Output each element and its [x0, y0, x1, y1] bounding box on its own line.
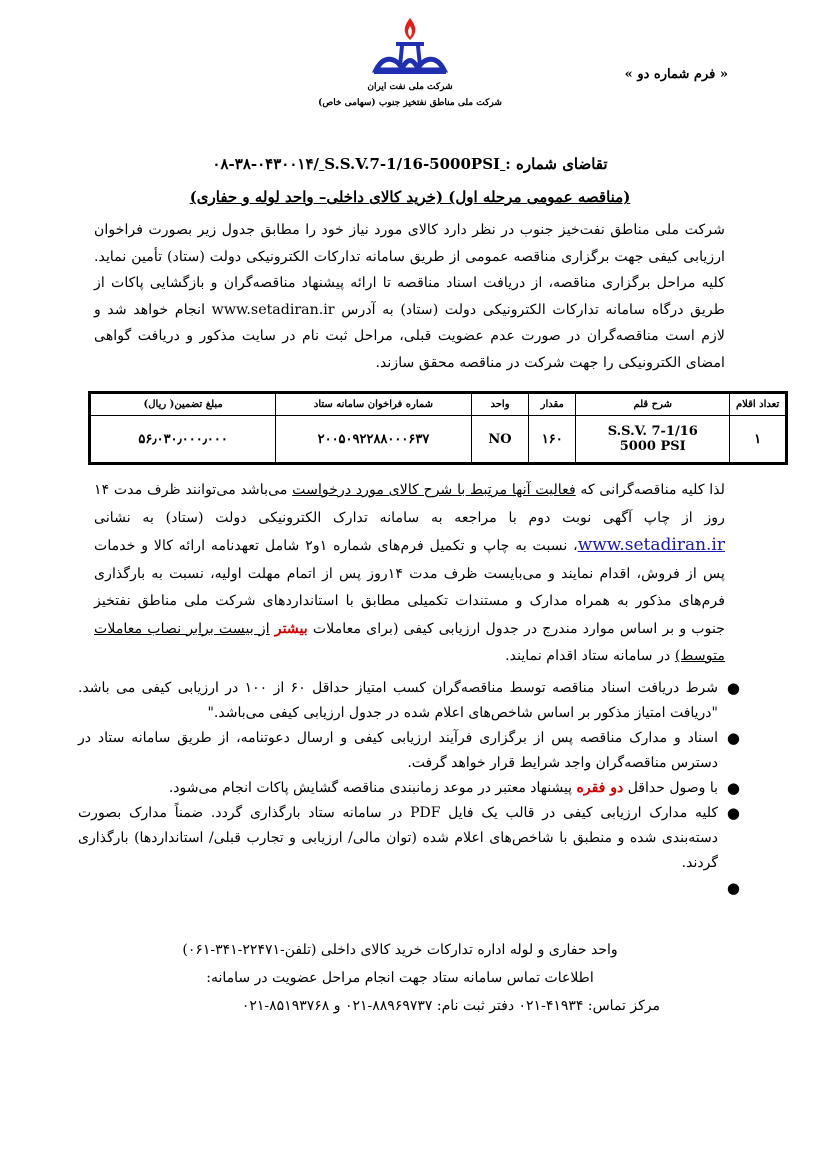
body-underlined-2: از بیست برابر نصاب معاملات متوسط)	[94, 620, 725, 664]
header-unit: واحد	[471, 393, 529, 416]
bullet-icon: ●	[726, 804, 740, 822]
company-name-nioc: شرکت ملی نفت ایران	[367, 82, 453, 92]
footer-setad-info: اطلاعات تماس سامانه ستاد جهت انجام مراحل عضویت در سامانه:	[206, 970, 594, 986]
table-header-row	[90, 393, 787, 416]
form-number: « فرم شماره دو »	[624, 67, 728, 82]
company-name-nisoc: شرکت ملی مناطق نفتخیز جنوب (سهامی خاص)	[318, 98, 502, 108]
list-item	[78, 726, 740, 776]
bullet-text-3b: پیشنهاد معتبر در موعد زمانبندی مناقصه گشایش پاکات انجام می‌شود.	[168, 780, 573, 796]
cell-unit: NO	[471, 416, 529, 464]
intro-url: www.setadiran.ir	[211, 301, 335, 318]
header-guarantee: مبلغ تضمین( ریال)	[90, 393, 276, 416]
bullet-icon: ●	[726, 779, 740, 797]
header-description: شرح قلم	[576, 393, 730, 416]
footer-phone-numbers: مرکز تماس: ۴۱۹۳۴-۰۲۱ دفتر ثبت نام: ۸۸۹۶۹۷۳۷-۰۲۱ و ۸۵۱۹۳۷۶۸-۰۲۱	[241, 998, 660, 1014]
tender-title	[200, 155, 620, 173]
table-row	[90, 416, 787, 464]
contact-footer	[140, 936, 660, 1020]
list-item	[78, 776, 740, 801]
tender-label: تقاضای شماره :	[505, 155, 608, 173]
bullet-text-3a: با وصول حداقل	[627, 780, 718, 796]
cell-call-number: ۲۰۰۵۰۹۲۲۸۸۰۰۰۶۳۷	[276, 416, 471, 464]
bullet-text-2: اسناد و مدارک مناقصه پس از برگزاری فرآیند ارزیابی کیفی و ارسال دعوتنامه، از طریق سامانه ستاد در دسترس مناقصه‌گران واجد شرایط قرار خواهد گرفت.	[78, 730, 718, 771]
header-count: تعداد اقلام	[730, 393, 787, 416]
body-red-emphasis: بیشتر	[274, 620, 308, 637]
body-text-2: می‌باشد می‌توانند ظرف مدت ۱۴ روز از چاپ آگهی نوبت دوم با مراجعه به سامانه تدارک الکترونیکی دولت (ستاد) به نشانی	[94, 482, 725, 526]
nioc-logo	[370, 14, 450, 78]
body-text-3: ، نسبت به چاپ و تکمیل فرم‌های شماره ۱و۲ شامل تعهدنامه ارائه کالا و خدمات پس از فروش، اقدام نمایند و می‌بایست ظرف مدت ۱۴روز پس از اتمام مهلت اولیه، نسبت به بارگذاری فرم‌های مذکور به همراه مدارک و مستندات تکمیلی مطابق با استانداردهای شرکت ملی مناطق نفتخیز جنوب و بر اساس موارد مندرج در جدول ارزیابی کیفی (برای معاملات	[94, 538, 726, 637]
cell-guarantee: ۵۶٫۰۳۰٫۰۰۰٫۰۰۰	[90, 416, 276, 464]
bullet-icon: ●	[726, 729, 740, 747]
tender-subtitle: (مناقصه عمومی مرحله اول) (خرید کالای داخلی– واحد لوله و حفاری)	[189, 188, 631, 206]
cell-description	[576, 416, 730, 464]
list-item	[78, 876, 740, 901]
cell-description-line-2: 5000 PSI	[619, 439, 686, 454]
items-table	[88, 391, 788, 465]
tender-number: ۰۸-۳۸-۰۴۳۰۰۱۴/	[212, 155, 319, 173]
body-text-4: در سامانه ستاد اقدام نمایند.	[505, 648, 671, 664]
footer-unit-contact: واحد حفاری و لوله اداره تدارکات خرید کالای داخلی (تلفن-۲۲۴۷۱-۳۴۱-۰۶۱)	[182, 942, 618, 958]
cell-count: ۱	[730, 416, 787, 464]
conditions-list	[78, 676, 740, 901]
intro-text-2: انجام خواهد شد و لازم است مناقصه‌گران در صورت عدم عضویت قبلی، مراحل ثبت نام در سایت مذکور و دریافت گواهی امضای الکترونیکی را جهت شرکت در مناقصه محقق سازند.	[94, 301, 725, 371]
body-text-1: لذا کلیه مناقصه‌گرانی که	[580, 482, 726, 498]
list-item	[78, 801, 740, 876]
tender-code: S.S.V.7-1/16-5000PSI	[324, 155, 501, 173]
bullet-icon: ●	[726, 679, 740, 697]
intro-paragraph	[94, 217, 725, 376]
bullet-text-1: شرط دریافت اسناد مناقصه توسط مناقصه‌گران کسب امتیاز حداقل ۶۰ از ۱۰۰ در ارزیابی کیفی می باشد. "دریافت امتیاز مذکور بر اساس شاخص‌های اعلام شده در جدول ارزیابی کیفی می‌باشد."	[78, 680, 718, 721]
header-call-number: شماره فراخوان سامانه ستاد	[276, 393, 471, 416]
bullet-text-4: کلیه مدارک ارزیابی کیفی در قالب یک فایل PDF در سامانه ستاد بارگذاری گردد. ضمناً مدارک بصورت دسته‌بندی شده و منطبق با شاخص‌های اعلام شده (توان مالی/ ارزیابی و تجارب قبلی/ استانداردها) بارگذاری گردند.	[78, 805, 718, 871]
cell-quantity: ۱۶۰	[529, 416, 576, 464]
cell-description-line-1: S.S.V. 7-1/16	[607, 424, 698, 439]
bullet-red-emphasis: دو فقره	[576, 780, 624, 796]
bullet-icon: ●	[726, 879, 740, 897]
body-paragraph	[94, 477, 725, 671]
header-quantity: مقدار	[529, 393, 576, 416]
intro-text-1: شرکت ملی مناطق نفت‌خیز جنوب در نظر دارد کالای مورد نیاز خود را مطابق جدول زیر بصورت فراخوان ارزیابی کیفی جهت برگزاری مناقصه عمومی از طریق سامانه تدارکات الکترونیکی دولت (ستاد) تأمین نماید. کلیه مراحل برگزاری مناقصه، از دریافت اسناد مناقصه تا ارائه پیشنهاد مناقصه‌گران و بازگشایی پاکات از طریق درگاه سامانه تدارکات الکترونیکی دولت (ستاد) به آدرس	[94, 222, 725, 318]
list-item	[78, 676, 740, 726]
body-underlined-1: فعالیت آنها مرتبط با شرح کالای مورد درخواست	[292, 482, 576, 498]
setadiran-link[interactable]: www.setadiran.ir	[577, 535, 725, 555]
